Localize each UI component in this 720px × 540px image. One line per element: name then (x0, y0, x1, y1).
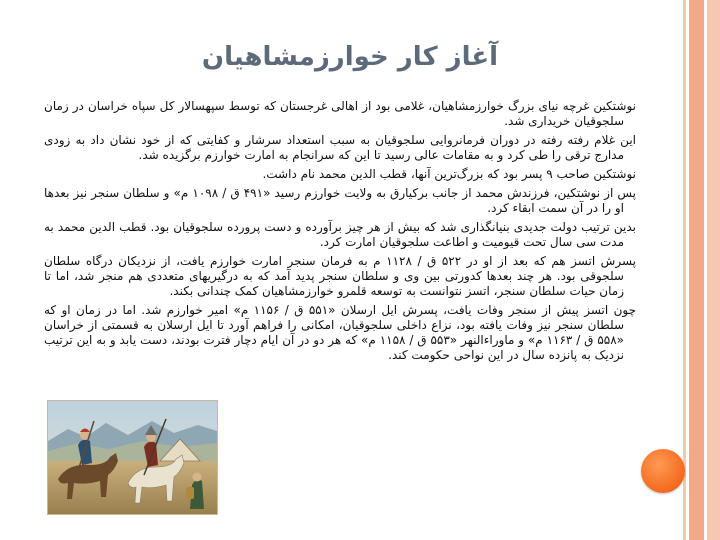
slide-body (44, 99, 636, 367)
paragraph-7: چون اتسز پیش از سنجر وفات یافت، پسرش ایل ارسلان «۵۵۱ ق / ۱۱۵۶ م» امیر خوارزم شد. اما در زمان او که سلطان سنجر نیز وفات یافته بود، نزاع داخلی سلجوقیان، امکانی را فراهم آورد تا ایل ارسلان به قسمتی از خراسان «۵۵۸ ق / ۱۱۶۳ م» و ماوراءالنهر «۵۵۳ ق / ۱۱۵۸ م» که هر دو در آن ایام دچار فترت بودند، دست یابد و به این ترتیب نزدیک به پانزده سال در این نواحی حکومت کند. (44, 303, 637, 362)
orange-circle-decoration (641, 449, 685, 493)
paragraph-2: این غلام رفته رفته در دوران فرمانروایی سلجوقیان به سبب استعداد سرشار و کفایتی که از خود نشان داد به زودی مدارج ترقی را طی کرد و به مقامات عالی رسید تا این که سرانجام به امارت خوارزم برگزیده شد. (44, 133, 636, 162)
paragraph-3: نوشتکین صاحب ۹ پسر بود که بزرگ‌ترین آنها، قطب الدین محمد نام داشت. (262, 167, 636, 181)
horsemen-illustration (47, 400, 218, 515)
paragraph-1: نوشتکین غرچه نیای بزرگ خوارزمشاهیان، غلامی بود از اهالی غرجستان که توسط سپهسالار کل سپاه خراسان در زمان سلجوقیان خریداری شد. (44, 99, 636, 128)
decorative-stripes (680, 0, 720, 540)
paragraph-6: پسرش اتسز هم که بعد از او در ۵۲۲ ق / ۱۱۲۸ م به فرمان سنجر امارت خوارزم یافت، از نزدیکان درگاه سلطان سلجوقی بود. هر چند بعدها کدورتی بین وی و سلطان سنجر پدید آمد که به درگیریهای متعددی هم منجر شد، اما تا زمان حیات سلطان سنجر، اتسز نتوانست به توسعه قلمرو خوارزمشاهیان کمک چندانی بکند. (44, 254, 636, 298)
paragraph-4: پس از نوشتکین، فرزندش محمد از جانب برکیارق به ولایت خوارزم رسید «۴۹۱ ق / ۱۰۹۸ م» و سلطان سنجر نیز بعدها او را در آن سمت ابقاء کرد. (44, 186, 636, 215)
slide-title: آغاز کار خوارزمشاهیان (201, 42, 499, 72)
paragraph-5: بدین ترتیب دولت جدیدی بنیانگذاری شد که بیش از هر چیز برآورده و دست پرورده سلجوقیان بود. قطب الدین محمد به مدت سی سال تحت قیومیت و اطاعت سلجوقیان امارت کرد. (44, 220, 636, 249)
